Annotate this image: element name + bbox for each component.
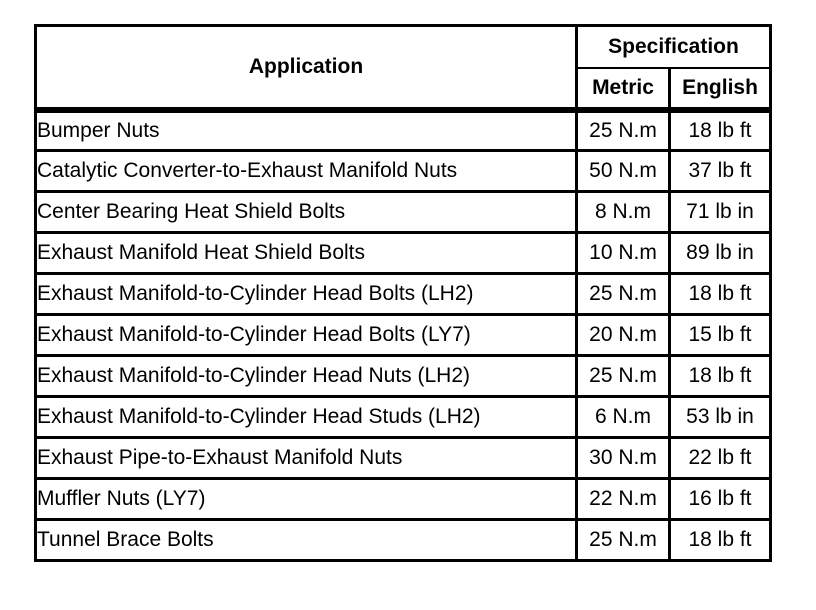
application-cell: Exhaust Manifold-to-Cylinder Head Studs (LH2) (36, 397, 577, 438)
metric-cell: 50 N.m (577, 151, 670, 192)
application-header: Application (36, 26, 577, 110)
english-header: English (670, 68, 771, 110)
metric-cell: 30 N.m (577, 438, 670, 479)
english-cell: 18 lb ft (670, 356, 771, 397)
metric-cell: 6 N.m (577, 397, 670, 438)
application-cell: Exhaust Pipe-to-Exhaust Manifold Nuts (36, 438, 577, 479)
application-cell: Exhaust Manifold-to-Cylinder Head Nuts (LH2) (36, 356, 577, 397)
metric-cell: 20 N.m (577, 315, 670, 356)
application-cell: Exhaust Manifold Heat Shield Bolts (36, 233, 577, 274)
application-cell: Bumper Nuts (36, 110, 577, 151)
table-row (36, 479, 771, 520)
application-cell: Exhaust Manifold-to-Cylinder Head Bolts (LY7) (36, 315, 577, 356)
table-row (36, 192, 771, 233)
metric-cell: 8 N.m (577, 192, 670, 233)
english-cell: 18 lb ft (670, 110, 771, 151)
english-cell: 71 lb in (670, 192, 771, 233)
english-cell: 89 lb in (670, 233, 771, 274)
table-row (36, 356, 771, 397)
english-cell: 53 lb in (670, 397, 771, 438)
header-row (36, 26, 771, 68)
specification-header: Specification (577, 26, 771, 68)
english-cell: 18 lb ft (670, 274, 771, 315)
table-row (36, 274, 771, 315)
table-row (36, 233, 771, 274)
metric-cell: 22 N.m (577, 479, 670, 520)
english-cell: 22 lb ft (670, 438, 771, 479)
table-row (36, 397, 771, 438)
table-row (36, 110, 771, 151)
metric-cell: 25 N.m (577, 274, 670, 315)
english-cell: 16 lb ft (670, 479, 771, 520)
table-row (36, 151, 771, 192)
application-cell: Catalytic Converter-to-Exhaust Manifold Nuts (36, 151, 577, 192)
application-cell: Center Bearing Heat Shield Bolts (36, 192, 577, 233)
application-cell: Tunnel Brace Bolts (36, 520, 577, 561)
metric-cell: 25 N.m (577, 520, 670, 561)
english-cell: 37 lb ft (670, 151, 771, 192)
metric-cell: 10 N.m (577, 233, 670, 274)
application-cell: Exhaust Manifold-to-Cylinder Head Bolts (LH2) (36, 274, 577, 315)
metric-header: Metric (577, 68, 670, 110)
table-row (36, 438, 771, 479)
metric-cell: 25 N.m (577, 110, 670, 151)
table-row (36, 315, 771, 356)
metric-cell: 25 N.m (577, 356, 670, 397)
english-cell: 15 lb ft (670, 315, 771, 356)
application-cell: Muffler Nuts (LY7) (36, 479, 577, 520)
specification-table (34, 24, 772, 562)
english-cell: 18 lb ft (688, 528, 752, 551)
table-row (36, 520, 771, 561)
